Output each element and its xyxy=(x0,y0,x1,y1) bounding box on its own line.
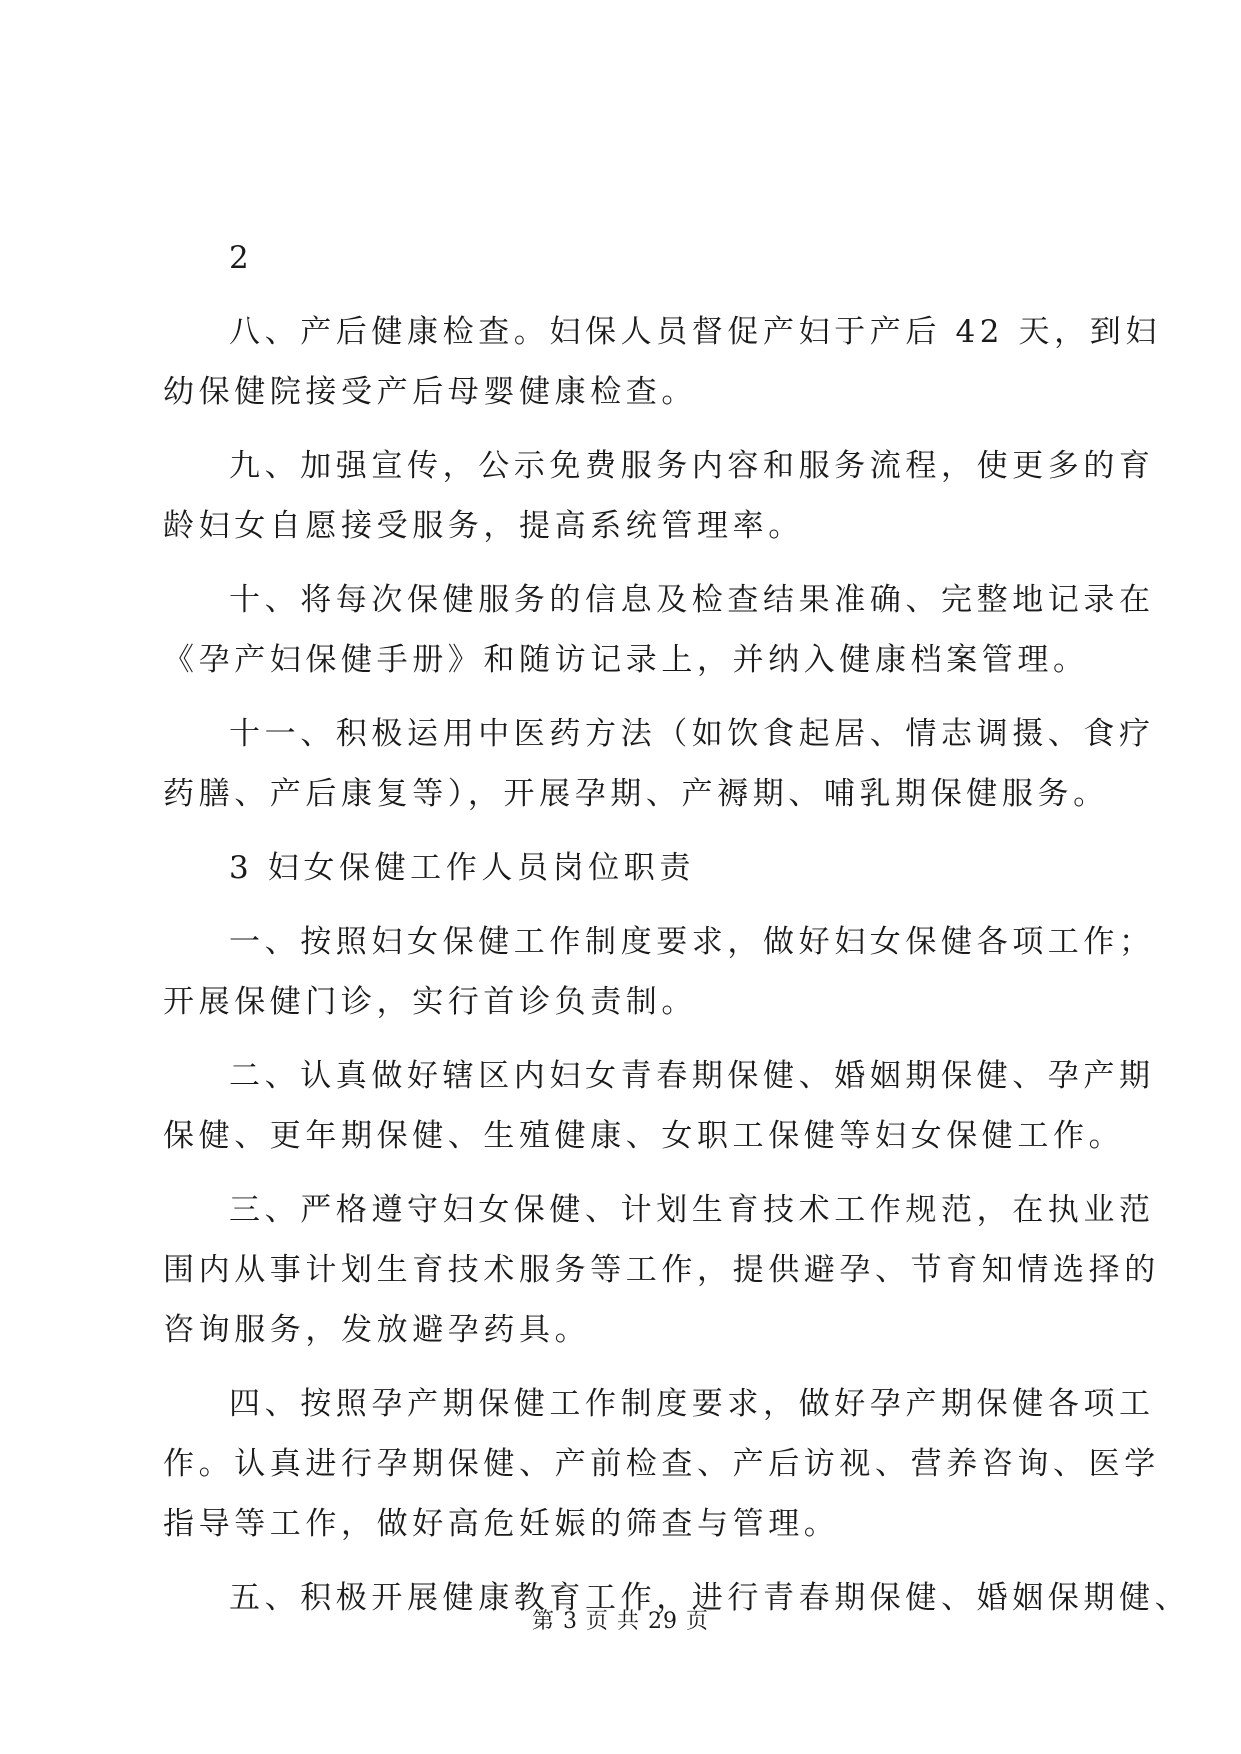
paragraph-line: 开展保健门诊，实行首诊负责制。 xyxy=(163,984,697,1020)
paragraph-gap xyxy=(163,1166,1083,1180)
paragraph-line: 指导等工作，做好高危妊娠的筛查与管理。 xyxy=(163,1506,840,1542)
paragraph-line: 二、认真做好辖区内妇女青春期保健、婚姻期保健、孕产期 xyxy=(229,1058,1155,1094)
paragraph-gap xyxy=(163,556,1083,570)
paragraph-line: 十一、积极运用中医药方法（如饮食起居、情志调摄、食疗 xyxy=(229,716,1155,752)
document-body xyxy=(163,228,1191,1628)
paragraph-line: 幼保健院接受产后母婴健康检查。 xyxy=(163,374,697,410)
paragraph-line: 三、严格遵守妇女保健、计划生育技术工作规范，在执业范 xyxy=(229,1192,1155,1228)
paragraph-line: 龄妇女自愿接受服务，提高系统管理率。 xyxy=(163,508,804,544)
paragraph-line: 保健、更年期保健、生殖健康、女职工保健等妇女保健工作。 xyxy=(163,1118,1125,1154)
paragraph-gap xyxy=(163,1032,1083,1046)
paragraph-line: 围内从事计划生育技术服务等工作，提供避孕、节育知情选择的 xyxy=(163,1252,1160,1288)
paragraph-line: 九、加强宣传，公示免费服务内容和服务流程，使更多的育 xyxy=(229,448,1155,484)
paragraph-line: 药膳、产后康复等），开展孕期、产褥期、哺乳期保健服务。 xyxy=(163,776,1109,812)
paragraph-gap xyxy=(163,288,1083,302)
paragraph-line: 《孕产妇保健手册》和随访记录上，并纳入健康档案管理。 xyxy=(163,642,1089,678)
paragraph-gap xyxy=(163,824,1083,838)
paragraph-line: 四、按照孕产期保健工作制度要求，做好孕产期保健各项工 xyxy=(229,1386,1155,1422)
paragraph-line: 2 xyxy=(229,240,254,276)
paragraph-gap xyxy=(163,1554,1083,1568)
paragraph-gap xyxy=(163,898,1083,912)
paragraph-line: 一、按照妇女保健工作制度要求，做好妇女保健各项工作； xyxy=(229,924,1155,960)
paragraph-gap xyxy=(163,422,1083,436)
paragraph-gap xyxy=(163,1360,1083,1374)
paragraph-line: 十、将每次保健服务的信息及检查结果准确、完整地记录在 xyxy=(229,582,1155,618)
paragraph-line: 咨询服务，发放避孕药具。 xyxy=(163,1312,591,1348)
paragraph-line: 五、积极开展健康教育工作，进行青春期保健、婚姻保期健、 xyxy=(229,1580,1191,1616)
paragraph-gap xyxy=(163,690,1083,704)
page-footer: 第 3 页 共 29 页 xyxy=(532,1609,709,1634)
paragraph-line: 作。认真进行孕期保健、产前检查、产后访视、营养咨询、医学 xyxy=(163,1446,1160,1482)
paragraph-line: 八、产后健康检查。妇保人员督促产妇于产后 42 天，到妇 xyxy=(229,314,1161,350)
section-heading: 3 妇女保健工作人员岗位职责 xyxy=(229,850,695,886)
